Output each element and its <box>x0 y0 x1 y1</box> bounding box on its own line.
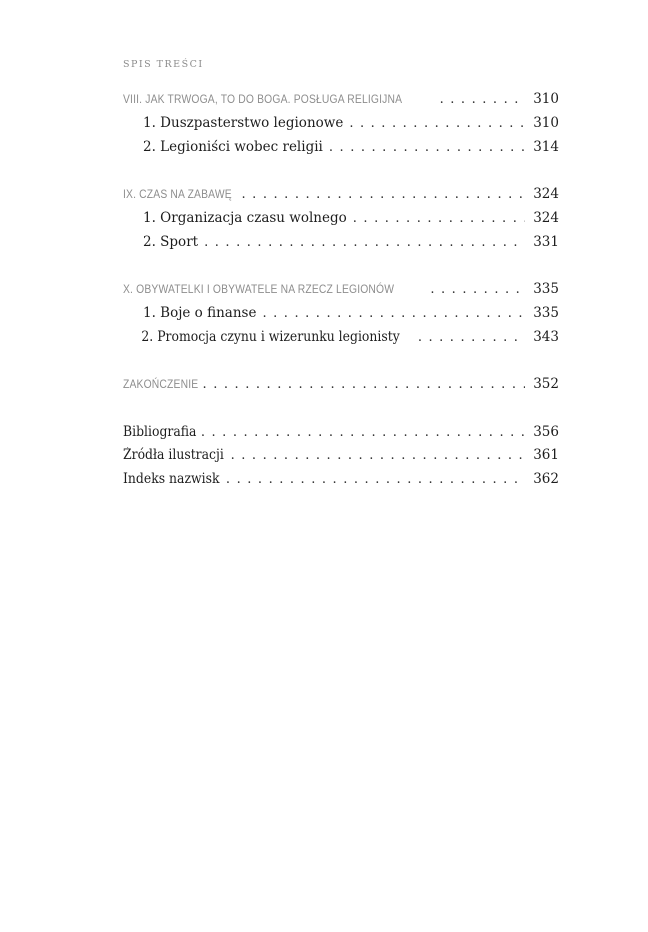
toc-page-number: 362 <box>533 471 559 487</box>
toc-page <box>123 0 559 932</box>
toc-page-number: 356 <box>533 424 559 440</box>
dot-leader <box>440 92 526 107</box>
toc-page-number: 331 <box>533 234 559 250</box>
dot-leader <box>418 330 525 345</box>
toc-entry-label: Bibliografia <box>123 424 197 440</box>
dot-leader <box>201 425 525 440</box>
toc-page-number: 335 <box>533 281 559 297</box>
toc-illustration-sources[interactable] <box>123 447 559 467</box>
toc-page-number: 352 <box>533 376 559 392</box>
toc-section[interactable] <box>123 210 559 230</box>
toc-entry-label: 2. Promocja czynu i wizerunku legionisty <box>141 329 400 345</box>
toc-section[interactable] <box>123 329 559 349</box>
toc-section[interactable] <box>123 234 559 254</box>
toc-page-number: 324 <box>533 210 559 226</box>
dot-leader <box>329 140 525 155</box>
toc-entry-label: 2. Legioniści wobec religii <box>143 139 323 155</box>
toc-entry-label: Indeks nazwisk <box>123 471 220 487</box>
toc-entry-label: 2. Sport <box>143 234 199 250</box>
dot-leader <box>349 116 525 131</box>
toc-section[interactable] <box>123 305 559 325</box>
toc-entry-label: X. OBYWATELKI I OBYWATELE NA RZECZ LEGIONÓW <box>123 282 395 296</box>
toc-entry-label: VIII. JAK TRWOGA, TO DO BOGA. POSŁUGA RELIGIJNA <box>123 92 403 106</box>
toc-entry-label: 1. Duszpasterstwo legionowe <box>143 115 344 131</box>
toc-conclusion[interactable] <box>123 376 559 396</box>
dot-leader <box>242 187 526 202</box>
toc-entry-label: ZAKOŃCZENIE <box>123 377 199 391</box>
toc-page-number: 361 <box>533 447 559 463</box>
dot-leader <box>231 448 526 463</box>
toc-name-index[interactable] <box>123 471 559 491</box>
toc-section[interactable] <box>123 139 559 159</box>
dot-leader <box>203 377 526 392</box>
toc-page-number: 335 <box>533 305 559 321</box>
toc-chapter-ix[interactable] <box>123 186 559 206</box>
toc-chapter-viii[interactable] <box>123 91 559 111</box>
toc-bibliography[interactable] <box>123 424 559 444</box>
toc-page-number: 310 <box>533 91 559 107</box>
running-head: SPIS TREŚCI <box>123 59 204 70</box>
toc-page-number: 343 <box>533 329 559 345</box>
dot-leader <box>204 235 525 250</box>
toc-entry-label: 1. Boje o finanse <box>143 305 257 321</box>
dot-leader <box>430 282 525 297</box>
toc-page-number: 314 <box>533 139 559 155</box>
toc-section[interactable] <box>123 115 559 135</box>
toc-entry-label: 1. Organizacja czasu wolnego <box>143 210 347 226</box>
toc-page-number: 324 <box>533 186 559 202</box>
toc-entry-label: IX. CZAS NA ZABAWĘ <box>123 187 232 201</box>
toc-chapter-x[interactable] <box>123 281 559 301</box>
dot-leader <box>262 306 525 321</box>
dot-leader <box>226 472 525 487</box>
toc-entry-label: Źródła ilustracji <box>123 447 224 463</box>
dot-leader <box>353 211 525 226</box>
toc-page-number: 310 <box>533 115 559 131</box>
